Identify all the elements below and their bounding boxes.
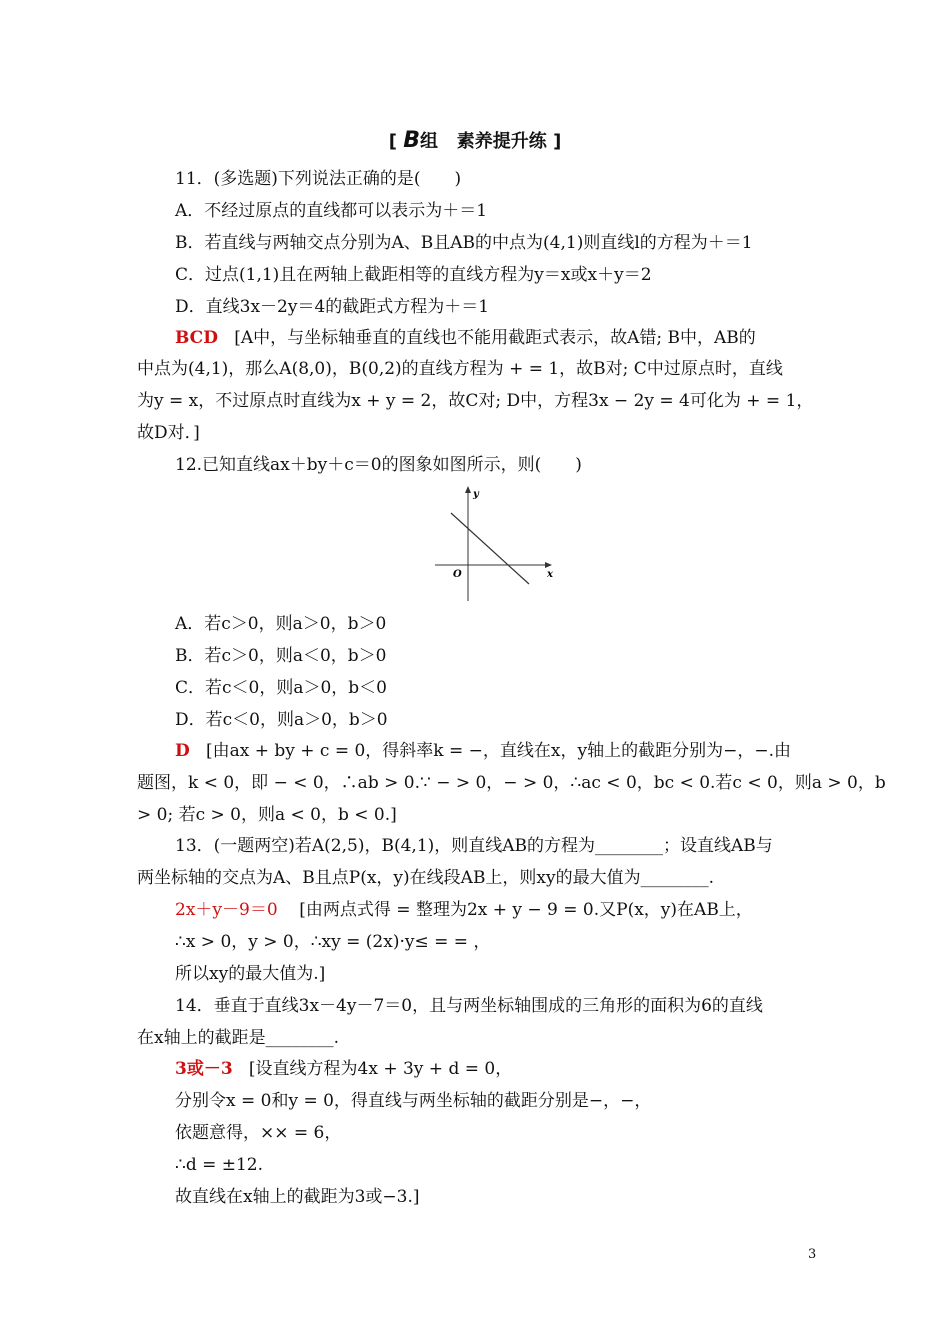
q13-stem-line1: 13．(一题两空)若A(2,5)，B(4,1)，则直线AB的方程为________；设直线AB与 (175, 836, 773, 856)
q12-answer: D (175, 741, 190, 761)
page-number: 3 (808, 1247, 817, 1262)
line-graph-figure (425, 483, 565, 605)
q11-option-b: B．若直线与两轴交点分别为A、B且AB的中点为(4,1)则直线l的方程为＋＝1 (175, 233, 753, 253)
section-header (0, 127, 950, 153)
q11-exp-text1: [A中，与坐标轴垂直的直线也不能用截距式表示，故A错; B中，AB的 (234, 328, 756, 348)
q11-option-a: A．不经过原点的直线都可以表示为＋＝1 (175, 201, 488, 221)
q12-option-a: A．若c＞0，则a＞0，b＞0 (175, 614, 387, 634)
q12-option-b: B．若c＞0，则a＜0，b＞0 (175, 646, 387, 666)
q13-stem-line2: 两坐标轴的交点为A、B且点P(x，y)在线段AB上，则xy的最大值为________. (137, 868, 715, 888)
q12-explanation-line1 (175, 739, 817, 763)
q14-explanation-line4: ∴d = ±12. (175, 1155, 264, 1175)
q11-explanation-line1 (175, 326, 817, 350)
q13-answer: 2x＋y－9＝0 (175, 900, 278, 920)
graph-line (451, 513, 529, 584)
q11-option-d: D．直线3x－2y＝4的截距式方程为＋＝1 (175, 297, 490, 317)
q11-explanation-line4: 故D对．] (137, 423, 200, 443)
q11-stem: 11．(多选题)下列说法正确的是( ) (175, 169, 462, 189)
x-axis-label: x (547, 569, 553, 580)
q11-explanation-line3: 为y = x，不过原点时直线为x + y = 2，故C对; D中，方程3x − 2y = 4可化为 + = 1， (137, 391, 814, 411)
bracket-close: ] (553, 131, 562, 152)
q14-exp-text1: [设直线方程为4x + 3y + d = 0， (248, 1059, 513, 1079)
q13-explanation-line3: 所以xy的最大值为.] (175, 964, 326, 984)
q12-option-c: C．若c＜0，则a＞0，b＜0 (175, 678, 387, 698)
origin-label: O (453, 569, 462, 580)
q14-answer: 3或－3 (175, 1059, 233, 1079)
q11-explanation-line2: 中点为(4,1)，那么A(8,0)，B(0,2)的直线方程为 + = 1，故B对; C中过原点时，直线 (137, 359, 783, 379)
group-text: 组 (419, 131, 438, 152)
y-axis-label: y (473, 489, 479, 500)
q14-explanation-line3: 依题意得，×× = 6， (175, 1123, 342, 1143)
q12-option-d: D．若c＜0，则a＞0，b＞0 (175, 710, 388, 730)
q14-explanation-line2: 分别令x = 0和y = 0，得直线与两坐标轴的截距分别是−，−， (175, 1091, 652, 1111)
q13-exp-text1: [由两点式得 = 整理为2x + y − 9 = 0.又P(x，y)在AB上， (299, 900, 753, 920)
q12-stem: 12.已知直线ax＋by＋c＝0的图象如图所示，则( ) (175, 455, 582, 475)
x-axis-arrow (545, 562, 552, 568)
q13-explanation-line1 (175, 898, 817, 922)
q12-explanation-line3: > 0; 若c > 0，则a < 0，b < 0.] (137, 805, 397, 825)
q14-stem-line2: 在x轴上的截距是________. (137, 1028, 339, 1048)
q11-answer: BCD (175, 328, 218, 348)
group-letter: B (403, 128, 420, 153)
bracket-open: [ (388, 131, 397, 152)
section-title: 素养提升练 (456, 131, 547, 152)
q14-stem-line1: 14．垂直于直线3x－4y－7＝0，且与两坐标轴围成的三角形的面积为6的直线 (175, 996, 763, 1016)
y-axis-arrow (465, 486, 471, 493)
q12-explanation-line2: 题图，k < 0，即 − < 0，∴ab > 0.∵ − > 0，− > 0，∴ac < 0，bc < 0.若c < 0，则a > 0，b (137, 773, 886, 793)
q13-explanation-line2: ∴x > 0，y > 0，∴xy = (2x)·y≤ = = ， (175, 932, 491, 952)
q14-explanation-line1 (175, 1057, 817, 1081)
q12-exp-text1: [由ax + by + c = 0，得斜率k = −，直线在x，y轴上的截距分别为−，−.由 (205, 741, 791, 761)
q14-explanation-line5: 故直线在x轴上的截距为3或−3.] (175, 1187, 420, 1207)
q11-option-c: C．过点(1,1)且在两轴上截距相等的直线方程为y＝x或x＋y＝2 (175, 265, 652, 285)
